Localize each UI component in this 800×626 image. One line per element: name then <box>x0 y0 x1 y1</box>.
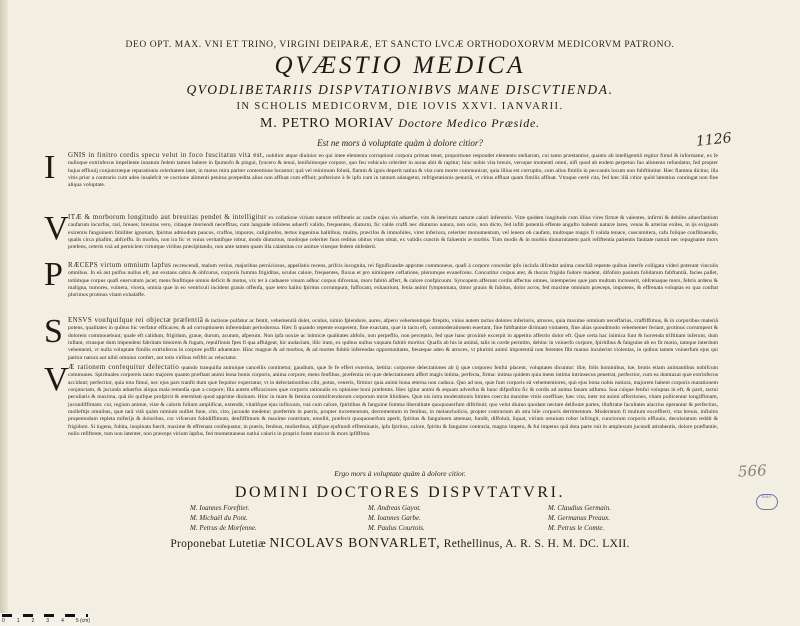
doctor-name: M. Andreas Gayot. <box>368 504 421 512</box>
dropcap-initial: I <box>44 149 56 186</box>
location-date-line: IN SCHOLIS MEDICORVM, DIE IOVIS XXVI. IANVARII. <box>236 101 564 112</box>
document-title: QVÆSTIO MEDICA <box>274 52 526 79</box>
dropcap-initial: P <box>44 256 63 293</box>
dropcap-initial: V <box>44 210 69 247</box>
paragraph-3 <box>68 262 718 313</box>
doctor-name: M. Ioannes Garbe. <box>368 514 421 522</box>
paragraph-text: nobilior atque diuinior eo qui intee elementa corruptioni corpora primas tenet, proportione respondet elemento stellarum, cui tanto præstantior, quanto ab intelligentiâ regitur fimul & informatur, ex fe nulloque extrinfecus impellente innatum fedem tamen habere in fpumofo & pingui, fyncero & tenui, lenifsimoque corpore, quo feu vehiculo celeriter in auras abit & rapitur; hinc nobis vita breuis, veroque momenti omni, nifi quod ab eodem perpetuo fuo alimento refundatur, fed propter hujus effluuij conjunctæque reparationis celeritatem latet, in motus mira pariter contentione locantur; quâ vel minimum folutâ, flamm & ignis deperit natiua & vita cum morte communicat, quia illius est corruptio, cum alius fimilis in peccantis locum non fubftituitur. Hæc flamma dicitur, illa vitis prior a contrario cum adeo insalefcit ve coctione alimenti penitus præpedita alius non affluat cum effluit; pofteriore à fe ipfo cum in tantum adaugetur, refrigerationis penuriâ, vt citius effluat quam fimilis affluat. Vtraque certè cita, fed hæc illâ citior quòd latentius contingat non fine aliqua voluptate. <box>68 153 718 189</box>
doctor-name: M. Germanus Preaux. <box>548 514 610 522</box>
paragraph-text: ex collatione virium naturæ refiftentis ac caufæ cujus vis aduerfæ, vim & interitum naturæ calori inferentis. Vitæ quidem longitudo cum illius vires firmæ & valentes, infirmi & debiles aduerfantium caufarum incurfus, rari, breues; breuitas vero, citiaque moriendi neceffitas, cum languide infolens aduerfi valido, frequentes, diuturni, fic valde craffi nec diuturno natura, non ocio, non dicto, fed infiti potentià effente angufto habenti naturæ lares, venas & arterias exiles, in ijs exiguum exiremis fanguinem fimiliter ignotum, fpiritus admodum paucos, craffos, impuros, caliginofos, tertus ingenitus halitibus, multis, præcifos & immobiles, viret inferiora, celeriter monumentum, vel lenem ob caufam, multoque magis fi valida tenace, cuecumitera, cafu folique conflituendis, qualis circa phafim, abfceffu. In morbis, non ira fic vt vnius veritatifque robur, modo diuturnus, modoque celeriter fuos reditus obitus vitas obtat, ex validis cunctis & faluentis æ morbis. Tum modis & in morbis diuturnitatem parit refiftentia patientis fanitate naturâ nec repugnante mors præfens, ceteris vnà ad perniciem virtutque viribus præcipitando, non ante tamen quam illa calamitas cor animæ vitæque fedem obfederit. <box>68 215 718 251</box>
ruler-label: 5 (cm) <box>75 618 90 624</box>
doctors-list <box>190 503 690 533</box>
manuscript-number: 1126 <box>695 130 733 150</box>
dedication-line: DEO OPT. MAX. VNI ET TRINO, VIRGINI DEIPARÆ, ET SANCTO LVCÆ ORTHODOXORVM MEDICORVM PATRONO. <box>125 40 675 50</box>
dropcap-initial: S <box>44 313 63 350</box>
paragraph-lead: GNIS in finitro cordis specu velut in foco fuscitatus vita est, <box>68 152 265 159</box>
paragraph-text: quando tranquilla animique cancellis continetur, gaudium, quæ fe fe effert exterius, lætitia: corporeæ delectationes ab ij quæ corporeo fenfui placent, voluptates dicuntur: illæ, folis hominibus, hæ, brutis etiam animantibus nobifcum communes. Spirituales corporeis tanto majores quanto præftant animi bona bonis corporis, anima corpore, mens fenfibus, præfentia rei quæ delectationem affert magis intima, perfecta, firma: intima quidem quia mens intima intrinsecus penetrat, perfectior, cum ea dumtaxat quæ extrinfecus accidunt; perfectior, quia tota fimul, nec ejus pars tranfit dum quæ fequitur expectatur, vt in delectationibus cibi, potus, veneris, firmior quia animi bona æterna non caduca. Quo ad nos, quæ funt corporis eâ vehementiores, quò ejus bona nobis notiora, majorem habent corporis mutationem conjunctam, & jucunda aduerfus aliqua mala remedia quæ a corpore; Illa autem efficaciores quæ corporis rationalis ex opinione boni præfentis. Hæc igitur animi & æquam adverfus & hunc difpofitio fic & cordis ad anima fanam adfuma. Sua cuique fenfui voluptas in eft, & parti, tactui peculiaris & maxima, quâ ibi quifque profpicit & æternitati quod apprime diuinum. Hinc in mare & femina commifcendorum corporum miræ libidines. Quæ nis intra moderationis limites coercita maxime vitiis oxeffiuæ, hæc vita, inter tot animi affectiones, vitam pollicentur longiffimam, jucundiffimam: cor, regium animæ, vitæ & caloris folium amplificat, extendit, vitalifque ejus influxum, vnà cum calore, fpiritibus & fanguine fumma liberalitate quoquouerfum diftribuit; quo velut diuino quodam nectare delibutæ partes, illuftratæ facultates alacrius operantur & perfectius, molleftijs omnibus, quæ tarâ vitâ quàm nimium nulliet fune, cito, cito, jucunde medetur; præfertim in pueris, propter incrementum, decrementum in fenibus, in melancholicis, propter contrarium ab atra bile corporis detrimentum. Moderatum fi multum exceffierit, vita breuis, infinitis propemodum repleta miferijs & doloribus, cor vifcerum fobidiffimum, denfiffimum & maxime contritum, emollit, præfecit quoquouerfum aperit, fpiritus & fanguinem attenuat, fundit, diffoluit, liquat, virium omnium robur infringit, cunctorum corporis effluuio, decoloratum reddit & frigidum. Si ingens, fubita, inopinata fuerit, maxime & effrenata confequatur, in pueris, fenibus, mulieribus, alijfque ejufmodi effæminatis, ipfa fpiritus, calore, fpiritu & fanguine contraria, magno impetu, & fui impetus quâ dota parte ruit in amplexum jucundi attrahentis, dolore præflantie, nullo refiftente, tum non latenter, non præceps virium lapfus, fed momentaneus natiui caloris in proprio fonte marcor & mors ipfiffima. <box>68 365 718 438</box>
thesis-question: Est ne mors à voluptate quàm à dolore citior? <box>317 138 483 148</box>
imprint-prefix: Proponebat Lutetiæ <box>170 538 267 550</box>
paragraph-2 <box>68 214 718 258</box>
doctor-name: M. Petrus le Comte. <box>548 524 605 532</box>
doctor-name: M. Michaël du Pont. <box>190 514 248 522</box>
ruler-label: 0 <box>2 618 5 624</box>
ruler-label: 2 <box>31 618 35 624</box>
imprint-line <box>0 535 800 551</box>
paragraph-lead: Æ rationem confequitur delectatio <box>68 364 180 371</box>
doctor-name: M. Petrus de Morfenne. <box>190 524 257 532</box>
imprint-suffix: Rethellinus, A. R. S. H. M. DC. LXII. <box>443 538 630 550</box>
ruler-label: 1 <box>16 618 20 624</box>
doctors-heading: DOMINI DOCTORES DISPVTATVRI. <box>234 484 566 501</box>
conclusion-line: Ergo mors à voluptate quàm à dolore citior. <box>334 469 466 478</box>
ruler-label: 4 <box>61 618 64 624</box>
scale-ruler <box>0 613 92 626</box>
ruler-label: 3 <box>46 618 50 624</box>
paragraph-lead: ENSVS voufquifque rei objectæ præfentiâ <box>68 317 204 324</box>
praeses-line <box>0 116 800 132</box>
library-stamp: B.N.F. <box>756 494 778 510</box>
ruler-bar <box>2 614 88 617</box>
doctor-name: M. Ioannes Foreftier. <box>190 504 250 512</box>
document-subtitle: QVODLIBETARIIS DISPVTATIONIBVS MANE DISCVTIENDA. <box>186 82 614 97</box>
doctor-name: M. Paulus Courtois. <box>368 524 425 532</box>
pencil-number: 566 <box>737 461 768 481</box>
paragraph-lead: RÆCEPS virtum omnium lapfus <box>68 262 172 269</box>
paragraph-4 <box>68 317 718 361</box>
doctor-name: M. Claudius Germain. <box>548 504 611 512</box>
dropcap-initial: V <box>44 361 69 398</box>
paragraph-text: & tactione pulfatur ac fentit, vehementiâ dolet, oculus, nimio fplendore, aures, afpero vehementique ftrepitu, vnius autem tactus dolores inferioris, atroces, quia maxime omnium neceffarius, craffiffimus, & in corporibus materiâ potens, qualitates in quibus hic verfatur efficaces; & ad corruptionem inferendam periodorosa. Hæc fi quando repente exuperent, fine exactam, quæ in tactu eft, commoderationem euertant, fine fubftantiæ dirimant vnitatem, fine alias quoudmodo vehementer feriant, protinus corrumpent & dolorem commouebunt; quale eft calidum, frigidum, graue, durum, acutum, afperum. Non ipfa noxiæ ac inimicæ qualitates abfolo, non perpeffio, non perceptio, fed quæ hanc proximè excerpit in appetitu affectio dolor eft. Quæ certa hac inimica funt & horrenda triftitiam inferunt, dum inftant, vtrasque dum impendent fabritam timorem & fugam, repulfionis fpes fi qua affulgeat, hic audaciam, illic iram, ex quibus nullus vaquam fubitò moritur. Quafis ab his in animâ, talis in corde permitto, dehinc in vniuerfo corpore, fpiritibus & fanguine ab eo fit motio, tamque interdum vehementi, vt nulla voluptate fimilis extrinfecus in corpore poffit aduentare. Hinc magnæ & ad morbos, & ad mortes fubitò inferendas opportunitates, fæuæque adeo & atroces, vt plurimi animi impotentiâ non ferentes fibi manus inculerint violentas, in quibus tamen vniuerfum ejus qui patitur natura aut nihil omnino confert, aut totis viribus refiftit ac reluctatur. <box>68 318 718 361</box>
ruler-labels <box>2 618 90 626</box>
praeses-title: Doctore Medico Præside. <box>398 116 540 130</box>
paragraph-text: recrescendi, malum verius, majoribus perniciosus, appellatio recens, prifcis incognita, rei fignificandæ apprime commoneus, quafi à corpore concedat ipfo inclufa difcedat anima conciliâ repente quibus interfe colligata videri poterant vinculis omnibus. In eâ aut pulfus nullus eft, aut exstans cabra & obfcurus, corporis fumma frigiditas, oculus calore, frequentes, fluxus et pro nimiopere ceflatione, plerumque evanefcens. Concutitur corpus ater, & thorax frigido fudore madent, difofoto panium folidarum fubftantiâ, facies pallet, totûmque corpus quafi enervatum jacet; mens fenfitique omnis deficit & motus, vix ter à caduaere viuum adhuc corpus difcernas, mors fubitò affert, & calore confpicuum. Syncopem afferunt cordis affectus omnes, intemperies quæ jam multum increuerit, obfcenaque mors, febris ardens & maligna, tumores, vulnera, vlcera, omnia quæ in eo ventriculi incident grauis offenfa, quæ tetro halitu fpiritus corrumpunt, fuffocant, exhauriunt, fenia animi fymptomata, timor grauis & fubitus, dolor acros, fed maxime omnium præceps, impotens, & effrenata voluptas ex qua conftat plurimos protinus vitam exhalaffe. <box>68 263 718 299</box>
praeses-name: M. PETRO MORIAV <box>260 116 395 131</box>
paragraph-1 <box>68 152 718 210</box>
imprint-name: NICOLAVS BONVARLET, <box>269 535 441 550</box>
paragraph-lead: ITÆ & morborum longitudo aut breuitas pendet & intelligitur <box>68 214 267 221</box>
paragraph-5 <box>68 364 718 466</box>
